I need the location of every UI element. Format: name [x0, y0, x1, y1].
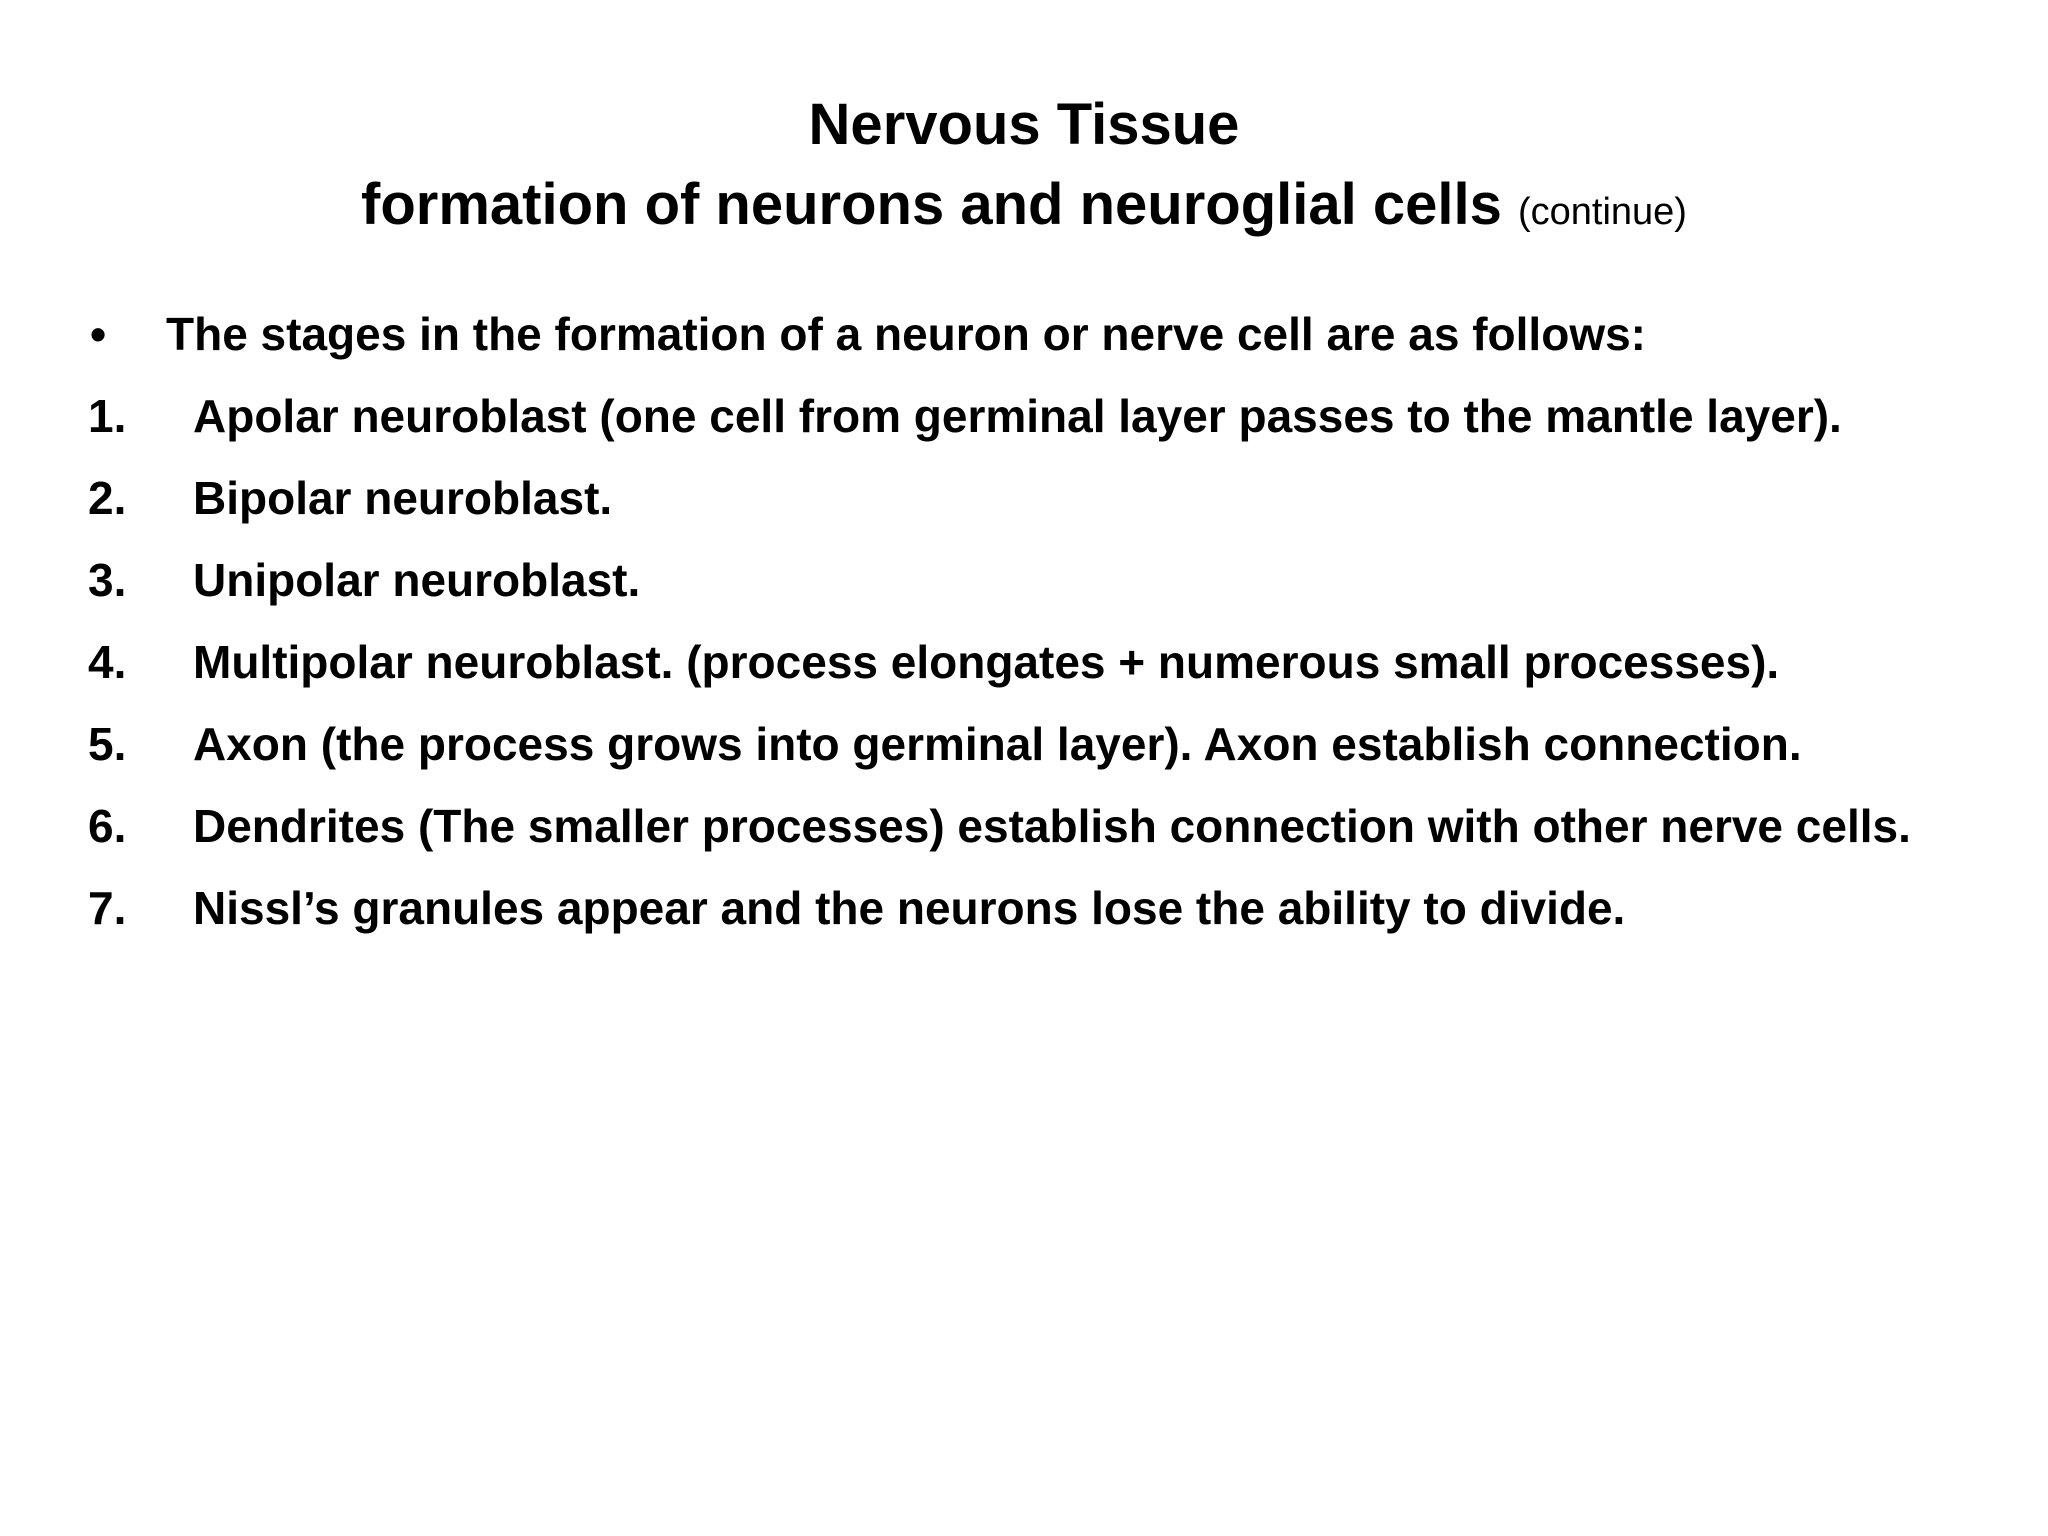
- step-text: Bipolar neuroblast.: [193, 472, 613, 524]
- step-number: 6.: [88, 800, 127, 852]
- step-text: Unipolar neuroblast.: [193, 554, 641, 606]
- list-item: [88, 630, 1988, 694]
- intro-bullet: [88, 302, 1988, 366]
- step-number: 1.: [88, 390, 127, 442]
- step-number: 3.: [88, 554, 127, 606]
- list-item: [88, 794, 1988, 858]
- step-number: 4.: [88, 636, 127, 688]
- step-text: Dendrites (The smaller processes) establish connection with other nerve cells.: [193, 800, 1911, 852]
- title-line-2: [0, 165, 2048, 252]
- step-text: Nissl’s granules appear and the neurons lose the ability to divide.: [193, 882, 1626, 934]
- slide-content: [88, 302, 1988, 958]
- step-text: Multipolar neuroblast. (process elongates + numerous small processes).: [193, 636, 1780, 688]
- title-line-2-main: formation of neurons and neuroglial cells: [361, 172, 1502, 237]
- step-text: Axon (the process grows into germinal layer). Axon establish connection.: [193, 718, 1802, 770]
- slide-title: [0, 85, 2048, 252]
- steps-list: [88, 384, 1988, 940]
- list-item: [88, 876, 1988, 940]
- intro-text: The stages in the formation of a neuron or nerve cell are as follows:: [166, 308, 1646, 360]
- bullet-icon: •: [90, 308, 107, 360]
- step-text: Apolar neuroblast (one cell from germinal layer passes to the mantle layer).: [193, 390, 1842, 442]
- title-line-1: Nervous Tissue: [808, 92, 1240, 157]
- title-line-2-note: (continue): [1517, 191, 1687, 233]
- list-item: [88, 548, 1988, 612]
- list-item: [88, 384, 1988, 448]
- step-number: 7.: [88, 882, 127, 934]
- list-item: [88, 466, 1988, 530]
- step-number: 5.: [88, 718, 127, 770]
- list-item: [88, 712, 1988, 776]
- step-number: 2.: [88, 472, 127, 524]
